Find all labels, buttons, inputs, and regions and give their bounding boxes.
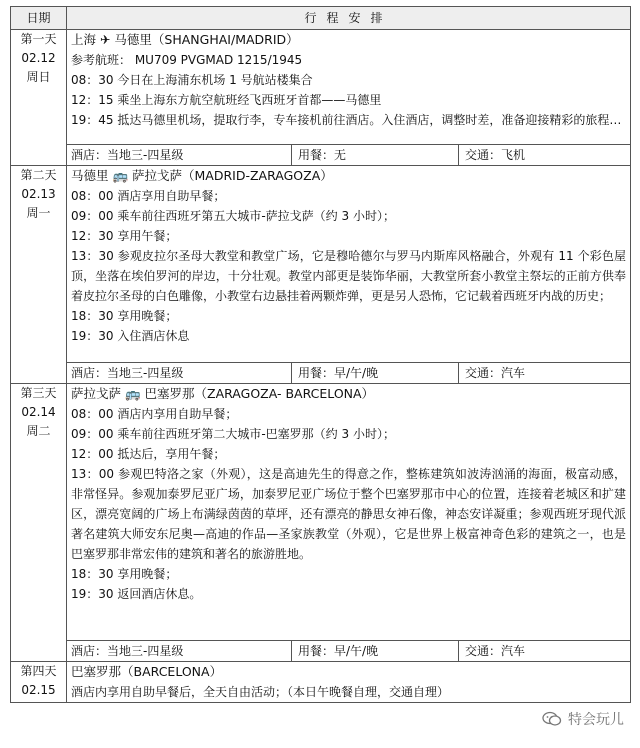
plan-line: 13：00 参观巴特洛之家（外观），这是高迪先生的得意之作，整栋建筑如波涛汹涌的海面，极富动感，非常怪异。参观加泰罗尼亚广场，加泰罗尼亚广场位于整个巴塞罗那市中心的位置，连接着老城区和扩建区，漂亮宽阔的广场上布满绿茵茵的草坪，还有漂亮的静思女神石像，神态安详凝重；参观西班牙现代派著名建筑大师安东尼奥—高迪的作品—圣家族教堂（外观），它是世界上极富神奇色彩的建筑之一，也是巴塞罗那非常宏伟的建筑和著名的旅游胜地。 xyxy=(71,467,626,561)
route-title: 萨拉戈萨 🚌 巴塞罗那（ZARAGOZA- BARCELONA） xyxy=(71,386,375,401)
plan-line: 13：30 参观皮拉尔圣母大教堂和教堂广场，它是穆哈德尔与罗马内斯库风格融合，外观有 11 个彩色屋顶，坐落在埃伯罗河的岸边，十分壮观。教堂内部更是装饰华丽，大教堂所套小教堂主祭坛的正前方供奉着皮拉尔圣母的白色雕像，小教堂右边悬挂着两颗炸弹，更是另人恐怖，它记载着西班牙内战的历史； xyxy=(71,249,626,303)
day-date: 02.15 xyxy=(21,683,56,697)
plan-line: 18：30 享用晚餐； xyxy=(71,309,178,323)
day-date-cell xyxy=(11,166,67,384)
day-info-row xyxy=(11,641,631,662)
header-plan: 行程安排 xyxy=(67,7,631,30)
day-row xyxy=(11,166,631,363)
plan-line: 12：30 享用午餐； xyxy=(71,229,178,243)
traffic-info: 交通：汽车 xyxy=(465,366,526,380)
day-weekday: 周一 xyxy=(26,206,51,220)
watermark-text: 特会玩儿 xyxy=(568,712,624,728)
plan-line: 19：30 入住酒店休息 xyxy=(71,329,190,343)
day-weekday: 周日 xyxy=(26,70,51,84)
itinerary-page xyxy=(10,6,630,703)
day-info-row xyxy=(11,145,631,166)
hotel-info: 酒店：当地三-四星级 xyxy=(67,363,292,383)
day-row xyxy=(11,662,631,703)
day-plan-cell xyxy=(67,166,631,363)
day-info-row xyxy=(11,363,631,384)
day-plan-cell xyxy=(67,30,631,145)
itinerary-table xyxy=(10,6,631,703)
hotel-info: 酒店：当地三-四星级 xyxy=(67,145,292,165)
traffic-info: 交通：汽车 xyxy=(465,644,526,658)
day-date-cell xyxy=(11,30,67,166)
day-info-cell xyxy=(67,363,631,384)
wechat-icon xyxy=(542,711,562,727)
day-info-cell xyxy=(67,145,631,166)
plan-line: 酒店内享用自助早餐后，全天自由活动；（本日午晚餐自理，交通自理） xyxy=(71,685,450,699)
route-title: 巴塞罗那（BARCELONA） xyxy=(71,664,223,679)
day-row xyxy=(11,30,631,145)
day-label: 第一天 xyxy=(20,32,57,46)
day-date: 02.12 xyxy=(21,51,56,65)
meal-info: 用餐：早/午/晚 xyxy=(292,641,459,661)
hotel-info: 酒店：当地三-四星级 xyxy=(67,641,292,661)
header-row xyxy=(11,7,631,30)
plan-line: 参考航班： MU709 PVGMAD 1215/1945 xyxy=(71,53,303,67)
day-date: 02.13 xyxy=(21,187,56,201)
watermark xyxy=(538,708,628,730)
traffic-info: 交通：飞机 xyxy=(465,148,526,162)
route-title: 马德里 🚌 萨拉戈萨（MADRID-ZARAGOZA） xyxy=(71,168,333,183)
day-info-cell xyxy=(67,641,631,662)
header-date: 日期 xyxy=(11,7,67,30)
plan-line: 09：00 乘车前往西班牙第二大城市-巴塞罗那（约 3 小时）； xyxy=(71,427,395,441)
day-row xyxy=(11,384,631,641)
plan-line: 19：45 抵达马德里机场，提取行李，专车接机前往酒店。入住酒店，调整时差，准备迎接精彩的旅程… xyxy=(71,113,622,127)
meal-info: 用餐：早/午/晚 xyxy=(292,363,459,383)
plan-line: 08：00 酒店享用自助早餐； xyxy=(71,189,226,203)
day-date-cell xyxy=(11,384,67,662)
day-label: 第三天 xyxy=(20,386,57,400)
plan-line: 08：30 今日在上海浦东机场 1 号航站楼集合 xyxy=(71,73,313,87)
day-plan-cell xyxy=(67,384,631,641)
day-plan-cell xyxy=(67,662,631,703)
plan-line: 08：00 酒店内享用自助早餐； xyxy=(71,407,238,421)
meal-info: 用餐：无 xyxy=(292,145,459,165)
day-weekday: 周二 xyxy=(26,424,51,438)
day-label: 第四天 xyxy=(20,664,57,678)
plan-line: 12：00 抵达后，享用午餐； xyxy=(71,447,226,461)
day-label: 第二天 xyxy=(20,168,57,182)
day-date-cell xyxy=(11,662,67,703)
plan-line: 18：30 享用晚餐； xyxy=(71,567,178,581)
plan-line: 19：30 返回酒店休息。 xyxy=(71,587,202,601)
route-title: 上海 ✈ 马德里（SHANGHAI/MADRID） xyxy=(71,32,299,47)
plan-line: 12：15 乘坐上海东方航空航班经飞西班牙首都——马德里 xyxy=(71,93,382,107)
day-date: 02.14 xyxy=(21,405,56,419)
plan-line: 09：00 乘车前往西班牙第五大城市-萨拉戈萨（约 3 小时）； xyxy=(71,209,395,223)
